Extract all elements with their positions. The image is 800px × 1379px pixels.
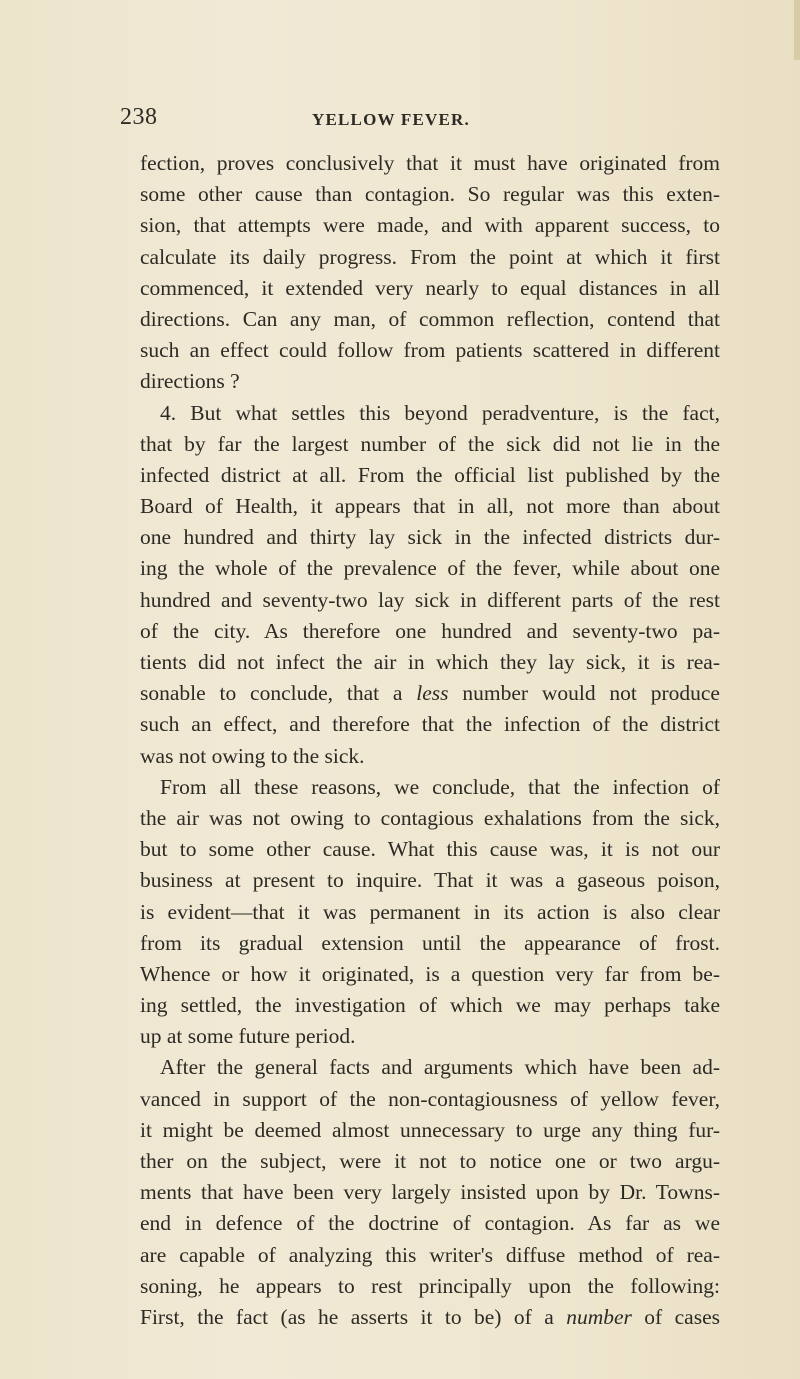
page-header	[0, 104, 800, 134]
text-line: tients did not infect the air in which they lay sick, it is rea-	[140, 650, 720, 674]
text-line: sion, that attempts were made, and with apparent success, to	[140, 213, 720, 238]
text-line: some other cause than contagion. So regular was this exten-	[140, 182, 720, 207]
text-line: is evident—that it was permanent in its action is also clear	[140, 899, 720, 924]
text-line: After the general facts and arguments which have been ad-	[160, 1055, 720, 1080]
text-line: the air was not owing to contagious exhalations from the sick,	[140, 805, 720, 830]
text-line: ther on the subject, were it not to notice one or two argu-	[140, 1149, 720, 1173]
text-line: directions ?	[140, 369, 240, 394]
text-line: such an effect, and therefore that the infection of the district	[140, 712, 720, 737]
text-line: but to some other cause. What this cause was, it is not our	[140, 837, 720, 862]
text-line: ments that have been very largely insisted upon by Dr. Towns-	[140, 1180, 720, 1205]
page-number: 238	[120, 104, 158, 130]
text-line: from its gradual extension until the appearance of frost.	[140, 930, 720, 955]
text-line: such an effect could follow from patients scattered in different	[140, 338, 720, 363]
text-line: Whence or how it originated, is a question very far from be-	[140, 961, 720, 986]
text-line: of the city. As therefore one hundred and seventy-two pa-	[140, 618, 720, 643]
text-line: From all these reasons, we conclude, that the infection of	[160, 774, 720, 799]
text-line: fection, proves conclusively that it must have originated from	[140, 151, 720, 175]
text-line: ing settled, the investigation of which we may perhaps take	[140, 993, 720, 1018]
page-edge-mark	[794, 0, 800, 60]
running-head: YELLOW FEVER.	[312, 110, 470, 129]
text-line: 4. But what settles this beyond peradventure, is the fact,	[160, 400, 720, 425]
text-line: was not owing to the sick.	[140, 743, 365, 768]
text-line: vanced in support of the non-contagiousness of yellow fever,	[140, 1086, 720, 1111]
text-line: up at some future period.	[140, 1024, 356, 1049]
text-line: commenced, it extended very nearly to equal distances in all	[140, 275, 720, 300]
text-line: business at present to inquire. That it was a gaseous poison,	[140, 868, 720, 893]
body-text	[140, 148, 720, 1333]
text-line: sonable to conclude, that a less number would not produce	[140, 681, 720, 706]
text-line: it might be deemed almost unnecessary to urge any thing fur-	[140, 1117, 720, 1142]
text-line: soning, he appears to rest principally upon the following:	[140, 1273, 720, 1298]
text-line: calculate its daily progress. From the point at which it first	[140, 244, 720, 269]
italic-emphasis: number	[566, 1304, 632, 1329]
text-line: Board of Health, it appears that in all, not more than about	[140, 494, 720, 519]
text-line: directions. Can any man, of common reflection, contend that	[140, 306, 720, 331]
text-line: that by far the largest number of the sick did not lie in the	[140, 431, 720, 456]
text-line: hundred and seventy-two lay sick in different parts of the rest	[140, 587, 720, 612]
text-line: ing the whole of the prevalence of the fever, while about one	[140, 556, 720, 581]
text-line: one hundred and thirty lay sick in the infected districts dur-	[140, 525, 720, 550]
text-line: infected district at all. From the official list published by the	[140, 462, 720, 487]
text-line: are capable of analyzing this writer's diffuse method of rea-	[140, 1242, 720, 1267]
italic-emphasis: less	[416, 681, 449, 706]
text-line: end in defence of the doctrine of contagion. As far as we	[140, 1211, 720, 1236]
text-line: First, the fact (as he asserts it to be) of a number of cases	[140, 1304, 720, 1329]
